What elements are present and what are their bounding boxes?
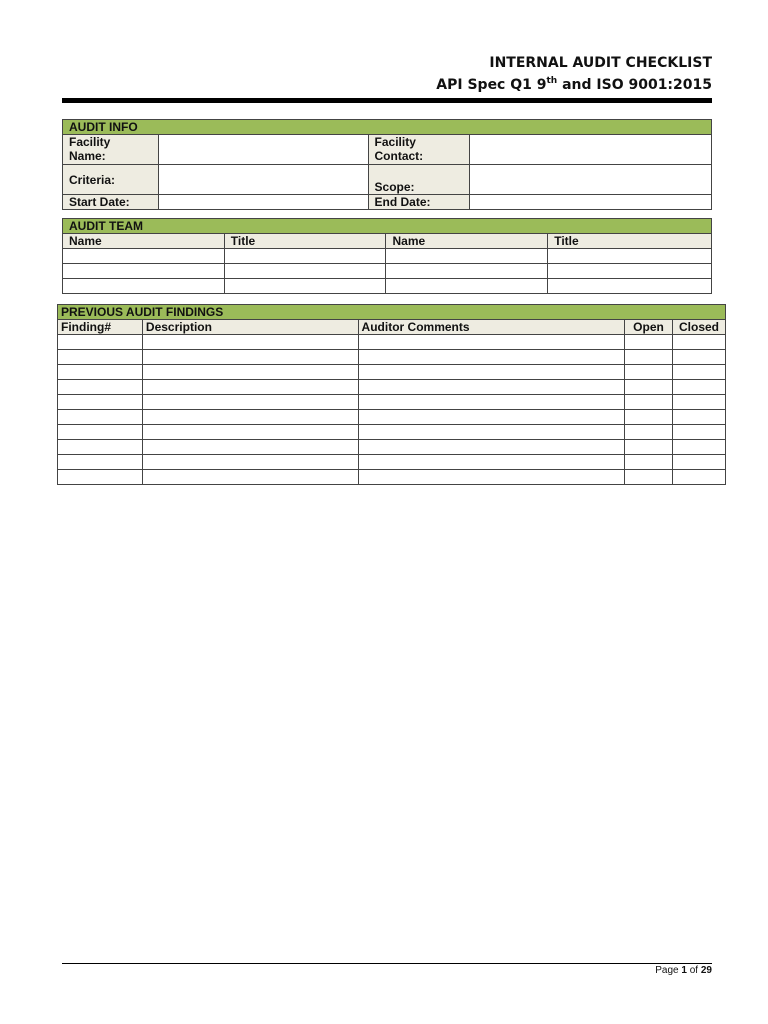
finding-row bbox=[58, 335, 726, 350]
finding-row bbox=[58, 440, 726, 455]
finding-cell[interactable] bbox=[142, 470, 358, 485]
finding-cell[interactable] bbox=[142, 365, 358, 380]
finding-cell[interactable] bbox=[58, 455, 143, 470]
footer-of-word: of bbox=[689, 965, 699, 976]
findings-col-auditor-comments: Auditor Comments bbox=[358, 320, 624, 335]
team-row bbox=[63, 264, 712, 279]
finding-cell[interactable] bbox=[142, 455, 358, 470]
finding-cell[interactable] bbox=[58, 410, 143, 425]
team-cell[interactable] bbox=[63, 264, 225, 279]
finding-cell[interactable] bbox=[625, 335, 673, 350]
finding-cell[interactable] bbox=[358, 440, 624, 455]
finding-cell[interactable] bbox=[58, 470, 143, 485]
facility-name-label-line1: Facility bbox=[69, 135, 111, 149]
footer-rule bbox=[62, 963, 712, 964]
finding-row bbox=[58, 455, 726, 470]
finding-cell[interactable] bbox=[358, 365, 624, 380]
team-col-name-2: Name bbox=[386, 234, 548, 249]
finding-row bbox=[58, 380, 726, 395]
facility-name-field[interactable] bbox=[158, 135, 368, 165]
finding-cell[interactable] bbox=[673, 350, 726, 365]
audit-team-table bbox=[62, 218, 712, 294]
team-cell[interactable] bbox=[224, 249, 386, 264]
finding-cell[interactable] bbox=[358, 350, 624, 365]
finding-cell[interactable] bbox=[142, 410, 358, 425]
finding-cell[interactable] bbox=[142, 425, 358, 440]
criteria-label: Criteria: bbox=[63, 165, 159, 195]
team-row bbox=[63, 249, 712, 264]
document-subtitle bbox=[436, 74, 712, 96]
facility-contact-label bbox=[368, 135, 470, 165]
scope-field[interactable] bbox=[470, 165, 712, 195]
start-date-label: Start Date: bbox=[63, 195, 159, 210]
finding-cell[interactable] bbox=[673, 410, 726, 425]
scope-label: Scope: bbox=[368, 165, 470, 195]
start-date-field[interactable] bbox=[158, 195, 368, 210]
finding-cell[interactable] bbox=[625, 455, 673, 470]
finding-cell[interactable] bbox=[358, 335, 624, 350]
finding-cell[interactable] bbox=[673, 335, 726, 350]
team-cell[interactable] bbox=[548, 279, 712, 294]
footer-page-number: 1 bbox=[681, 965, 687, 976]
finding-cell[interactable] bbox=[625, 470, 673, 485]
findings-col-open: Open bbox=[625, 320, 673, 335]
previous-findings-title: PREVIOUS AUDIT FINDINGS bbox=[58, 305, 726, 320]
finding-cell[interactable] bbox=[58, 335, 143, 350]
finding-cell[interactable] bbox=[142, 395, 358, 410]
finding-cell[interactable] bbox=[625, 440, 673, 455]
finding-cell[interactable] bbox=[673, 380, 726, 395]
finding-cell[interactable] bbox=[58, 365, 143, 380]
finding-row bbox=[58, 365, 726, 380]
finding-cell[interactable] bbox=[58, 425, 143, 440]
finding-cell[interactable] bbox=[58, 380, 143, 395]
finding-cell[interactable] bbox=[358, 470, 624, 485]
finding-cell[interactable] bbox=[358, 455, 624, 470]
finding-cell[interactable] bbox=[358, 395, 624, 410]
team-cell[interactable] bbox=[63, 279, 225, 294]
finding-row bbox=[58, 350, 726, 365]
finding-cell[interactable] bbox=[142, 335, 358, 350]
subtitle-text: API Spec Q1 9 bbox=[436, 77, 547, 93]
facility-contact-field[interactable] bbox=[470, 135, 712, 165]
subtitle-superscript: th bbox=[546, 76, 558, 86]
finding-cell[interactable] bbox=[625, 365, 673, 380]
findings-col-closed: Closed bbox=[673, 320, 726, 335]
team-cell[interactable] bbox=[224, 279, 386, 294]
previous-findings-table bbox=[57, 304, 726, 485]
end-date-field[interactable] bbox=[470, 195, 712, 210]
finding-cell[interactable] bbox=[142, 440, 358, 455]
finding-cell[interactable] bbox=[142, 380, 358, 395]
finding-cell[interactable] bbox=[673, 395, 726, 410]
team-col-title-1: Title bbox=[224, 234, 386, 249]
finding-cell[interactable] bbox=[58, 440, 143, 455]
finding-cell[interactable] bbox=[673, 440, 726, 455]
footer-page-total: 29 bbox=[700, 965, 712, 976]
audit-team-title: AUDIT TEAM bbox=[63, 219, 712, 234]
finding-row bbox=[58, 425, 726, 440]
document-header bbox=[436, 52, 712, 96]
audit-info-title: AUDIT INFO bbox=[63, 120, 712, 135]
facility-contact-label-line2: Contact: bbox=[374, 149, 424, 163]
finding-cell[interactable] bbox=[673, 425, 726, 440]
team-cell[interactable] bbox=[386, 279, 548, 294]
findings-col-description: Description bbox=[142, 320, 358, 335]
team-cell[interactable] bbox=[63, 249, 225, 264]
document-title: INTERNAL AUDIT CHECKLIST bbox=[489, 55, 712, 71]
facility-name-label-line2: Name: bbox=[69, 149, 106, 163]
finding-cell[interactable] bbox=[673, 365, 726, 380]
findings-col-finding: Finding# bbox=[58, 320, 143, 335]
finding-cell[interactable] bbox=[673, 455, 726, 470]
audit-info-table bbox=[62, 119, 712, 210]
finding-row bbox=[58, 410, 726, 425]
team-cell[interactable] bbox=[224, 264, 386, 279]
team-cell[interactable] bbox=[386, 264, 548, 279]
finding-cell[interactable] bbox=[358, 425, 624, 440]
finding-cell[interactable] bbox=[673, 470, 726, 485]
finding-cell[interactable] bbox=[625, 350, 673, 365]
footer-page-word: Page bbox=[655, 965, 679, 976]
team-cell[interactable] bbox=[386, 249, 548, 264]
header-rule bbox=[62, 98, 712, 103]
page-footer bbox=[655, 965, 712, 976]
finding-row bbox=[58, 395, 726, 410]
finding-cell[interactable] bbox=[358, 380, 624, 395]
facility-name-label bbox=[63, 135, 159, 165]
finding-cell[interactable] bbox=[58, 350, 143, 365]
end-date-label: End Date: bbox=[368, 195, 470, 210]
finding-cell[interactable] bbox=[142, 350, 358, 365]
team-col-name-1: Name bbox=[63, 234, 225, 249]
subtitle-text-rest: and ISO 9001:2015 bbox=[557, 77, 712, 93]
finding-cell[interactable] bbox=[625, 395, 673, 410]
facility-contact-label-line1: Facility bbox=[374, 135, 416, 149]
team-col-title-2: Title bbox=[548, 234, 712, 249]
finding-cell[interactable] bbox=[58, 395, 143, 410]
team-cell[interactable] bbox=[548, 249, 712, 264]
finding-cell[interactable] bbox=[625, 410, 673, 425]
finding-cell[interactable] bbox=[625, 425, 673, 440]
finding-cell[interactable] bbox=[358, 410, 624, 425]
criteria-field[interactable] bbox=[158, 165, 368, 195]
findings-body bbox=[58, 335, 726, 485]
finding-row bbox=[58, 470, 726, 485]
team-row bbox=[63, 279, 712, 294]
team-cell[interactable] bbox=[548, 264, 712, 279]
finding-cell[interactable] bbox=[625, 380, 673, 395]
